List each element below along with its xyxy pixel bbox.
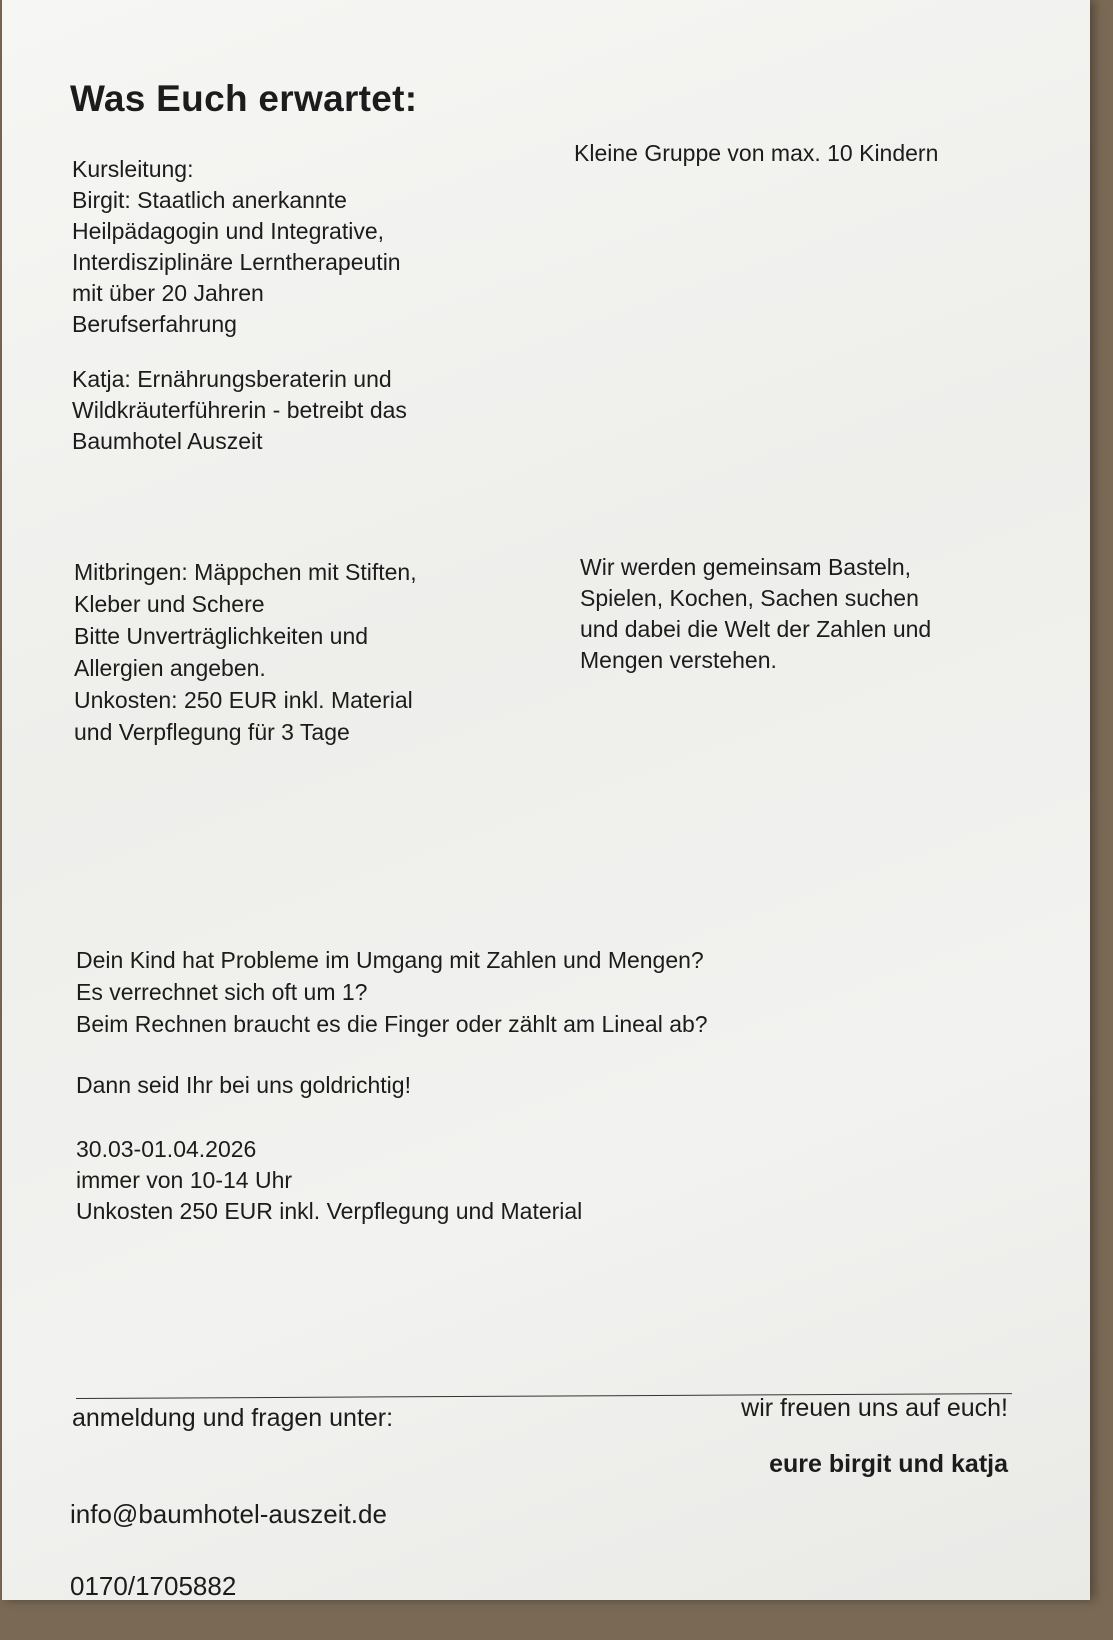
katja-text: Katja: Ernährungsberaterin und Wildkräuterführerin - betreibt das Baumhotel Auszeit [72, 366, 407, 454]
page-title: Was Euch erwartet: [70, 78, 418, 119]
course-details: 30.03-01.04.2026 immer von 10-14 Uhr Unkosten 250 EUR inkl. Verpflegung und Material [76, 1136, 583, 1224]
anmeldung-label: anmeldung und fragen unter: [72, 1404, 394, 1432]
aktivitaeten-text: Wir werden gemeinsam Basteln, Spielen, Kochen, Sachen suchen und dabei die Welt der Zahlen und Mengen verstehen. [580, 554, 932, 673]
cta-text: Dann seid Ihr bei uns goldrichtig! [76, 1072, 411, 1098]
contact-email[interactable]: info@baumhotel-auszeit.de [70, 1499, 387, 1529]
gruppe-text: Kleine Gruppe von max. 10 Kindern [574, 140, 939, 166]
questions-text: Dein Kind hat Probleme im Umgang mit Zahlen und Mengen? Es verrechnet sich oft um 1? Beim Rechnen braucht es die Finger oder zählt am Lineal ab? [76, 947, 708, 1037]
contact-phone[interactable]: 0170/1705882 [70, 1571, 237, 1601]
signature-text: eure birgit und katja [769, 1450, 1008, 1478]
kursleitung-text: Kursleitung: Birgit: Staatlich anerkannte Heilpädagogin und Integrative, Interdisziplinäre Lerntherapeutin mit über 20 Jahren Berufserfahrung [72, 156, 401, 337]
mitbringen-text: Mitbringen: Mäppchen mit Stiften, Kleber und Schere Bitte Unverträglichkeiten und Allergien angeben. Unkosten: 250 EUR inkl. Material und Verpflegung für 3 Tage [74, 559, 417, 745]
greeting-text: wir freuen uns auf euch! [741, 1394, 1008, 1422]
contact-block [70, 1460, 387, 1640]
flyer-sheet [2, 0, 1090, 1600]
